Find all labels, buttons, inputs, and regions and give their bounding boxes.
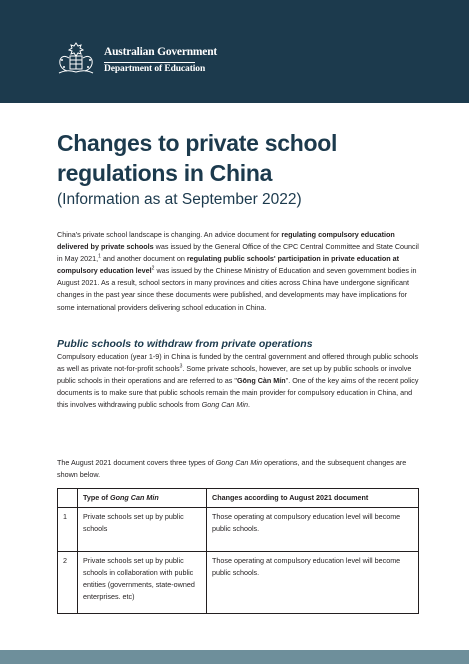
government-name: Australian Government <box>104 46 218 58</box>
header-cell-number <box>58 489 78 508</box>
header-cell-type <box>78 489 207 508</box>
coat-of-arms-icon <box>55 40 97 78</box>
text-run: The August 2021 document covers three types of <box>57 458 216 467</box>
row-type: Private schools set up by public schools in collaboration with public entities (governments, state-owned enterprises. etc) <box>78 552 207 614</box>
row-type: Private schools set up by public schools <box>78 508 207 552</box>
table-header-row <box>58 489 419 508</box>
footnote-ref: 1 <box>98 253 101 260</box>
footnote-ref: 3 <box>179 363 183 370</box>
text-run: and another document on <box>100 254 187 264</box>
government-header <box>0 0 469 103</box>
footer-bar <box>0 650 469 664</box>
bold-text: regulating compulsory education delivered by private schools <box>57 230 395 252</box>
document-subtitle: (Information as at September 2022) <box>57 191 302 208</box>
text-run: was issued by the Chinese Ministry of Education and seven government bodies in August 2021. As a result, school sectors in many provinces and cities across China have undergone significant changes in the past year since these documents were published, and developments may have implications for some international providers delivering school education in China. <box>57 266 417 312</box>
row-change: Those operating at compulsory education level will become public schools. <box>207 552 419 614</box>
text-run: operations, and the subsequent changes are shown below. <box>57 458 407 480</box>
wordmark-divider <box>104 62 195 63</box>
row-number: 2 <box>58 552 78 614</box>
table-row <box>58 552 419 614</box>
italic-text: Gong Can Min <box>110 493 159 502</box>
italic-text: Gong Can Min <box>215 458 262 467</box>
table-row <box>58 508 419 552</box>
text-run: was issued by the General Office of the CPC Central Committee and State Council in May 2021, <box>57 242 419 264</box>
document-title: Changes to private school regulations in China <box>57 130 338 186</box>
text-run: ". One of the key aims of the recent policy documents is to make sure that public schools remain the main provider for compulsory education in China, and this involves withdrawing public schools from <box>57 376 419 410</box>
text-run: . Some private schools, however, are set up by public schools or involve public schools in their operations and are referred to as " <box>57 364 412 386</box>
row-number: 1 <box>58 508 78 552</box>
section-paragraph <box>57 351 419 411</box>
intro-paragraph <box>57 229 419 314</box>
section-heading: Public schools to withdraw from private operations <box>57 338 313 350</box>
text-run: Compulsory education (year 1-9) in China is funded by the central government and offered through public schools as well as private not-for-profit schools <box>57 352 419 374</box>
italic-text: Gong Can Min <box>201 400 248 410</box>
table-intro-paragraph <box>57 457 419 481</box>
text-run: . <box>247 400 250 410</box>
header-cell-changes: Changes according to August 2021 document <box>207 489 419 508</box>
policy-changes-table <box>57 488 419 614</box>
text-run: Type of <box>83 493 111 502</box>
bold-text: Gōng Càn Mín <box>236 376 286 386</box>
footnote-ref: 2 <box>151 265 155 272</box>
department-name: Department of Education <box>104 64 206 74</box>
text-run: China's private school landscape is changing. An advice document for <box>57 230 282 239</box>
row-change: Those operating at compulsory education level will become public schools. <box>207 508 419 552</box>
bold-text: regulating public schools' participation in private education at compulsory education level <box>57 254 400 276</box>
